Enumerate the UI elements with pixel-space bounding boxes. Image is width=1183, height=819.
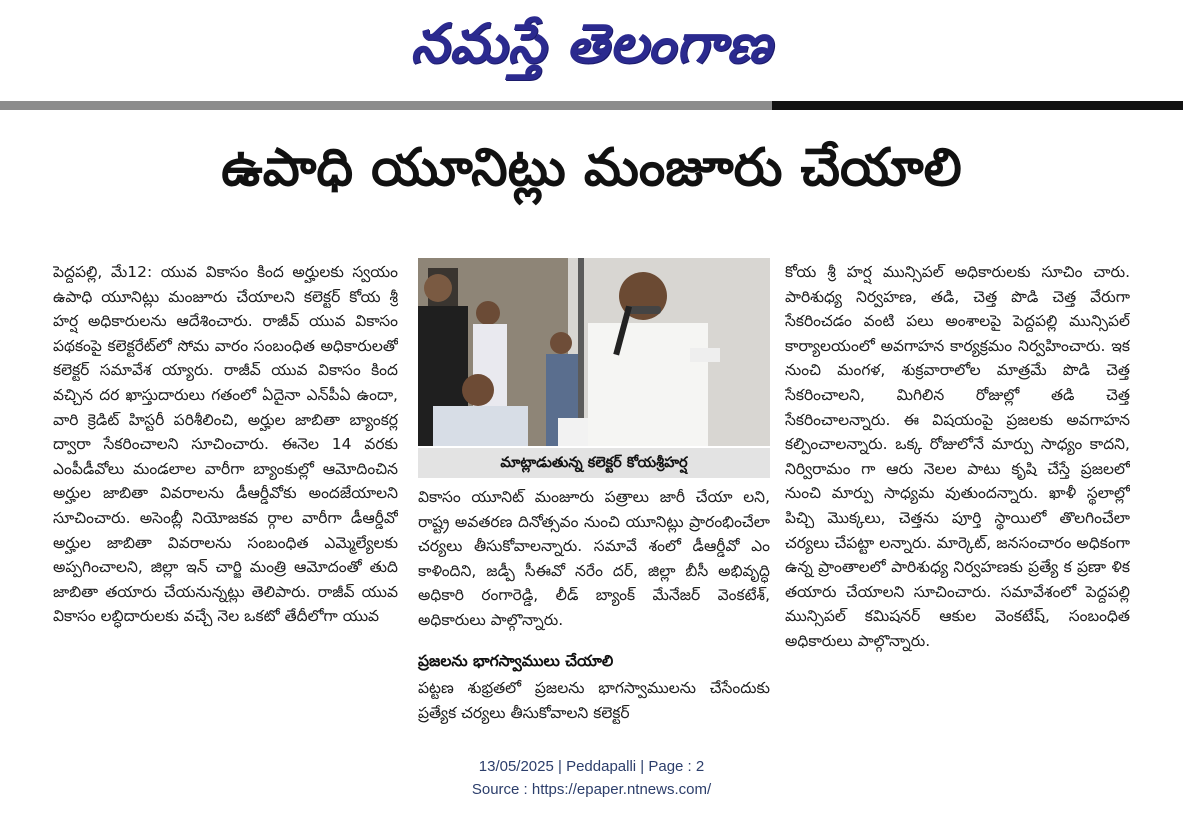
article-paragraph-4: కోయ శ్రీ హర్ష మున్సిపల్ అధికారులకు సూచిం చారు. పారిశుధ్య నిర్వహణ, తడి, చెత్త పొడి చెత్త వేరుగా సేకరించడం వంటి పలు అంశాలపై పెద్దపల్లి మున్సిపల్ కార్యాలయంలో అవగాహన కార్యక్రమం నిర్వహించారు. ఇక నుంచి మంగళ, శుక్రవారాలోల మాత్రమే పొడి చెత్త సేకరించాలని, మిగిలిన రోజుల్లో తడి చెత్త సేకరించాలన్నారు. ఈ విషయంపై ప్రజలకు అవగాహన కల్పించాలన్నారు. ఒక్క రోజులోనే మార్పు సాధ్యం కాదని, నిర్విరామం గా ఆరు నెలల పాటు కృషి చేస్తే ప్రజలలో నుంచి మార్పు సాధ్యమ వుతుందన్నారు. ఖాళీ స్థలాల్లో పిచ్చి మొక్కలు, చెత్తను పూర్తి స్థాయిలో తొలగించేలా చర్యలు చేపట్టా లన్నారు. మార్కెట్, జనసంచారం అధికంగా ఉన్న ప్రాంతాలలో పారిశుధ్య నిర్వహణకు ప్రత్యే క ప్రణా ళిక తయారు చేయాలని సూచించారు. సమావేశంలో పెద్దపల్లి మున్సిపల్ కమిషనర్ ఆకుల వెంకటేష్, సంబంధిత అధికారులు పాల్గొన్నారు. [785, 263, 1130, 650]
article-photo [418, 258, 770, 446]
collector-speaking-photo [418, 258, 770, 446]
photo-caption: మాట్లాడుతున్న కలెక్టర్ కోయశ్రీహర్ష [418, 448, 770, 478]
article-column-2b [418, 676, 770, 732]
article-column-2 [418, 485, 770, 647]
article-subheading: ప్రజలను భాగస్వాములు చేయాలి [418, 652, 614, 670]
footer-date-edition: 13/05/2025 | Peddapalli | Page : 2 [478, 758, 705, 775]
masthead [0, 0, 1183, 100]
header-rule-grey [0, 101, 772, 110]
header-rule-black [772, 101, 1183, 110]
article-paragraph-1: పెద్దపల్లి, మే12: యువ వికాసం కింద అర్హులకు స్వయం ఉపాధి యూనిట్లు మంజూరు చేయాలని కలెక్టర్ కోయ శ్రీ హర్ష అధికారులను ఆదేశించారు. రాజీవ్ యువ వికాసం పథకంపై కలెక్టరేట్‌లో సోమ వారం సంబంధిత అధికారులతో కలెక్టర్ సమావేశ య్యారు. రాజీవ్ యువ వికాసం కింద వచ్చిన దర ఖాస్తుదారులు గతంలో ఏదైనా ఎన్‌పీఏ ఉందా, వారి క్రెడిట్ హిస్టరీ పరిశీలించి, అర్హుల జాబితా బ్యాంకర్ల ద్వారా సేకరించాలని సూచించారు. ఈనెల 14 వరకు ఎంపీడీవోలు మండలాల వారీగా బ్యాంకుల్లో ఆమోదించిన అర్హుల జాబితా వివరాలను డీఆర్డీవోకు అందజేయాలని సూచించారు. అసెంబ్లీ నియోజకవ ర్గాల వారీగా డీఆర్డీవో అర్హుల జాబితా వివరాలను సంబంధిత ఎమ్మెల్యేలకు అప్పగించాలని, జిల్లా ఇన్ చార్జి మంత్రి ఆమోదంతో తుది జాబితా తయారు చేయనున్నట్లు తెలిపారు. రాజీవ్ యువ వికాసం లబ్ధిదారులకు వచ్చే నెల ఒకటో తేదీలోగా యువ [53, 263, 398, 626]
article-column-3 [785, 260, 1130, 732]
article-headline: ఉపాధి యూనిట్లు మంజూరు చేయాలి [221, 138, 962, 198]
article-column-1 [53, 260, 398, 732]
newspaper-logo: నమస్తే తెలంగాణ [410, 11, 773, 75]
footer-source: Source : https://epaper.ntnews.com/ [471, 781, 712, 798]
article-paragraph-3: పట్టణ శుభ్రతలో ప్రజలను భాగస్వాములను చేసేందుకు ప్రత్యేక చర్యలు తీసుకోవాలని కలెక్టర్ [418, 679, 770, 722]
article-paragraph-2: వికాసం యూనిట్ మంజూరు పత్రాలు జారీ చేయా లని, రాష్ట్ర అవతరణ దినోత్సవం నుంచి యూనిట్లు ప్రారంభించేలా చర్యలు తీసుకోవాలన్నారు. సమావే శంలో డీఆర్డీవో ఎం కాళిందిని, జడ్పీ సీఈవో నరేం దర్, జిల్లా బీసీ అభివృద్ధి అధికారి రంగారెడ్డి, లీడ్ బ్యాంక్ మేనేజర్ వెంకటేశ్, అధికారులు పాల్గొన్నారు. [418, 488, 770, 629]
